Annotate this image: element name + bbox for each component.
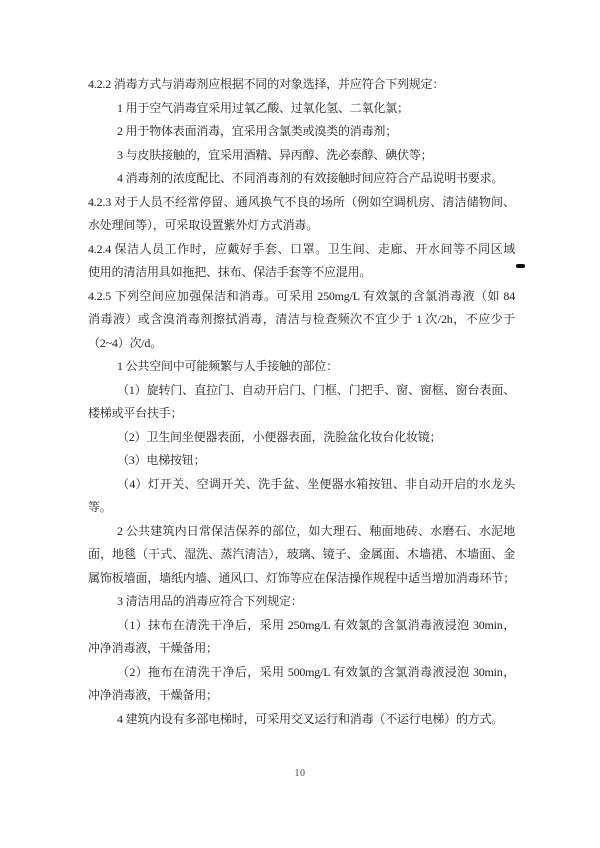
text-line: （2）拖布在清洗干净后，采用 500mg/L 有效氯的含氯消毒液浸泡 30min， xyxy=(117,664,515,679)
ink-dash-artifact xyxy=(516,264,525,268)
text-line: 消毒液）或含溴消毒剂擦拭消毒，清洁与检查频次不宜少于 1 次/2h，不应少于 xyxy=(88,312,515,326)
text-line: 4.2.2 消毒方式与消毒剂应根据不同的对象选择，并应符合下列规定： xyxy=(88,77,445,91)
text-line: 4.2.4 保洁人员工作时，应戴好手套、口罩。卫生间、走廊、开水间等不同区域 xyxy=(88,241,515,256)
text-line: 2 用于物体表面消毒，宜采用含氯类或溴类的消毒剂； xyxy=(117,124,398,138)
text-line: 4 消毒剂的浓度配比、不同消毒剂的有效接触时间应符合产品说明书要求。 xyxy=(117,171,504,185)
text-line: 楼梯或平台扶手； xyxy=(88,406,183,420)
text-line: 等。 xyxy=(88,500,112,514)
text-line: 4.2.3 对于人员不经常停留、通风换气不良的场所（例如空调机房、清洁储物间、 xyxy=(88,194,515,209)
text-line: 属饰板墙面，墙纸内墙、通风口、灯饰等应在保洁操作规程中适当增加消毒环节； xyxy=(88,570,515,585)
text-line: 3 清洁用品的消毒应符合下列规定： xyxy=(117,594,303,608)
text-line: 1 用于空气消毒宜采用过氧乙酸、过氧化氢、二氧化氯； xyxy=(117,100,409,115)
text-line: 3 与皮肤接触的，宜采用酒精、异丙醇、洗必泰醇、碘伏等； xyxy=(117,147,433,162)
page-number: 10 xyxy=(294,768,306,779)
text-line: 4 建筑内设有多部电梯时，可采用交叉运行和消毒（不运行电梯）的方式。 xyxy=(117,711,504,726)
text-line: 面，地毯（干式、湿洗、蒸汽清洁），玻璃、镜子、金属面、木墙裙、木墙面、金 xyxy=(88,547,515,561)
text-line: （4）灯开关、空调开关、洗手盆、坐便器水箱按钮、非自动开启的水龙头 xyxy=(117,476,515,491)
text-line: （1）抹布在清洗干净后，采用 250mg/L 有效氯的含氯消毒液浸泡 30min， xyxy=(117,617,515,632)
text-line: 1 公共空间中可能频繁与人手接触的部位： xyxy=(117,359,339,373)
text-line: （1）旋转门、直拉门、自动开启门、门框、门把手、窗、窗框、窗台表面、 xyxy=(117,382,515,397)
document-body xyxy=(88,73,515,731)
text-line: 水处理间等），可采取设置紫外灯方式消毒。 xyxy=(88,218,319,232)
text-line: 4.2.5 下列空间应加强保洁和消毒。可采用 250mg/L 有效氯的含氯消毒液（如 84 xyxy=(88,288,515,303)
text-line: （2~4）次/d。 xyxy=(88,335,163,350)
text-line: 2 公共建筑内日常保洁保养的部位，如大理石、釉面地砖、水磨石、水泥地 xyxy=(117,523,515,538)
text-line: （2）卫生间坐便器表面，小便器表面，洗脸盆化妆台化妆镜； xyxy=(117,429,442,444)
text-line: 冲净消毒液，干燥备用； xyxy=(88,688,218,702)
text-line: 使用的清洁用具如拖把、抹布、保洁手套等不应混用。 xyxy=(88,265,372,279)
text-line: （3）电梯按钮； xyxy=(117,453,206,467)
text-line: 冲净消毒液，干燥备用； xyxy=(88,641,218,655)
